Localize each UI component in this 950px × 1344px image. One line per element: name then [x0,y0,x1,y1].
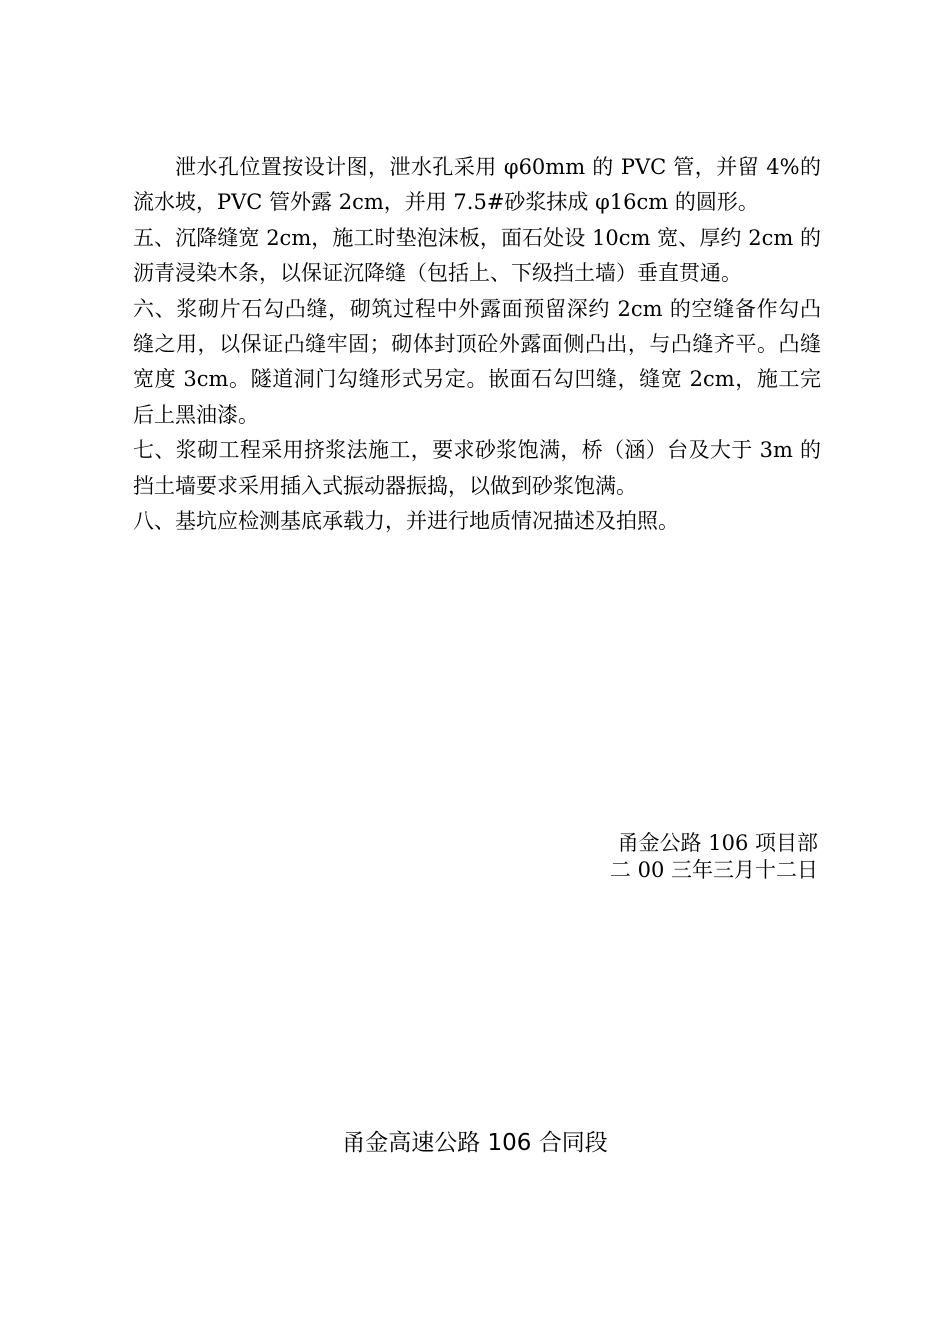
paragraph-drain-holes: 泄水孔位置按设计图，泄水孔采用 φ60mm 的 PVC 管，并留 4%的流水坡，PVC 管外露 2cm，并用 7.5#砂浆抹成 φ16cm 的圆形。 [133,155,821,215]
signature-block [518,830,818,884]
page-footer: 甬金高速公路 106 合同段 [342,1130,608,1156]
paragraph-section-6: 六、浆砌片石勾凸缝，砌筑过程中外露面预留深约 2cm 的空缝备作勾凸缝之用，以保证凸缝牢固；砌体封顶砼外露面侧凸出，与凸缝齐平。凸缝宽度 3cm。隧道洞门勾缝形式另定。嵌面石勾凹缝，缝宽 2cm，施工完后上黑油漆。 [133,296,821,427]
paragraph-section-8: 八、基坑应检测基底承载力，并进行地质情况描述及拍照。 [133,509,679,534]
signature-date: 二 00 三年三月十二日 [609,858,818,882]
document-body [133,150,821,539]
paragraph-section-5: 五、沉降缝宽 2cm，施工时垫泡沫板，面石处设 10cm 宽、厚约 2cm 的沥青浸染木条，以保证沉降缝（包括上、下级挡土墙）垂直贯通。 [133,225,821,286]
signature-organization: 甬金公路 106 项目部 [617,831,818,855]
paragraph-section-7: 七、浆砌工程采用挤浆法施工，要求砂浆饱满，桥（涵）台及大于 3m 的挡土墙要求采用插入式振动器振捣，以做到砂浆饱满。 [133,438,821,498]
